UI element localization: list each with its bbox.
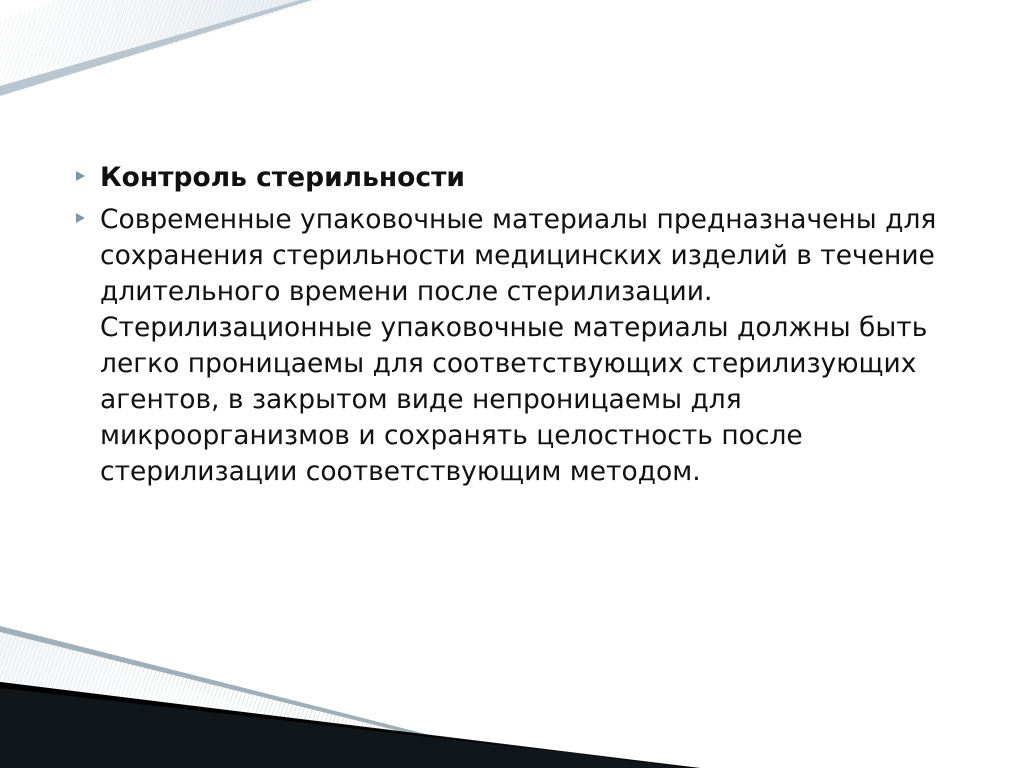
triangle-bullet-icon	[76, 213, 85, 223]
list-item	[70, 202, 950, 490]
triangle-bullet-icon	[76, 171, 85, 181]
slide-content	[70, 160, 950, 496]
decoration-bottom	[0, 608, 1024, 768]
bullet-text: Контроль стерильности	[100, 162, 465, 193]
decoration-top-left	[0, 0, 330, 120]
bullet-text: Современные упаковочные материалы предназначены для сохранения стерильности медицинских изделий в течение длительного времени после стерилизации. Стерилизационные упаковочные материалы должны быть легко проницаемы для соответствующих стерилизующих агентов, в закрытом виде непроницаемы для микроорганизмов и сохранять целостность после стерилизации соответствующим методом.	[100, 204, 937, 488]
bullet-list	[70, 160, 950, 490]
list-item	[70, 160, 950, 196]
